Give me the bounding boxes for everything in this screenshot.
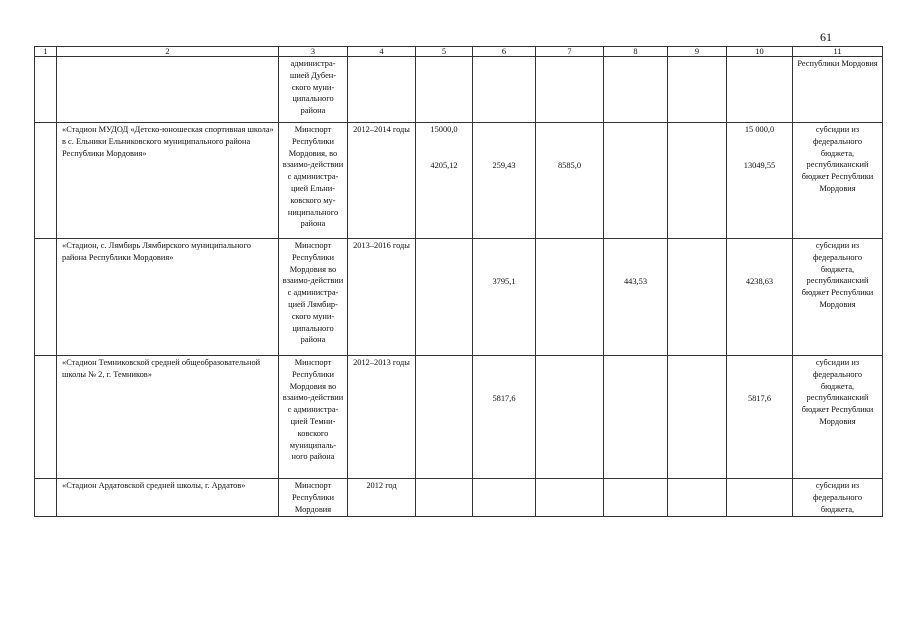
col-header-1: 1 <box>35 47 57 57</box>
cell-col9 <box>668 239 727 356</box>
cell-period <box>348 57 416 123</box>
table-row <box>35 356 883 479</box>
cell-gap <box>730 136 789 160</box>
cell-col10-value: 13049,55 <box>743 160 776 170</box>
cell-col5 <box>416 479 473 517</box>
cell-gap <box>539 124 600 160</box>
col-header-10: 10 <box>727 47 793 57</box>
cell-object-name: «Стадион МУДОД «Детско-юношеская спортивная школа» в с. Ельники Ельниковского муниципального района Республики Мордовия» <box>57 123 279 239</box>
cell-gap <box>607 240 664 276</box>
cell-col10-total: 15 000,0 <box>744 125 775 134</box>
cell-col9 <box>668 356 727 479</box>
cell-col6 <box>473 356 536 479</box>
cell-index <box>35 479 57 517</box>
cell-col9 <box>668 123 727 239</box>
cell-executor: Минспорт Республики Мордовия, во взаимо-действии с администра-цией Ельни-ковского му-ниципального района <box>279 123 348 239</box>
cell-col10 <box>727 479 793 517</box>
cell-col6 <box>473 239 536 356</box>
cell-col8 <box>604 479 668 517</box>
cell-index <box>35 356 57 479</box>
cell-source: субсидии из федерального бюджета, республиканский бюджет Республики Мордовия <box>793 239 883 356</box>
cell-gap <box>476 240 532 276</box>
col-header-2: 2 <box>57 47 279 57</box>
cell-col5 <box>416 356 473 479</box>
cell-col7 <box>536 57 604 123</box>
cell-col9 <box>668 57 727 123</box>
cell-col10 <box>727 239 793 356</box>
col-header-3: 3 <box>279 47 348 57</box>
cell-object-name: «Стадион, с. Лямбирь Лямбирского муниципального района Республики Мордовия» <box>57 239 279 356</box>
cell-index <box>35 57 57 123</box>
cell-source: субсидии из федерального бюджета, республиканский бюджет Республики Мордовия <box>793 123 883 239</box>
cell-col7 <box>536 479 604 517</box>
cell-col10 <box>727 123 793 239</box>
col-header-11: 11 <box>793 47 883 57</box>
col-header-6: 6 <box>473 47 536 57</box>
cell-col5 <box>416 57 473 123</box>
cell-source: субсидии из федерального бюджета, <box>793 479 883 517</box>
cell-executor: администра-шией Дубен-ского муни-ципального района <box>279 57 348 123</box>
cell-gap <box>476 357 532 393</box>
cell-col7 <box>536 356 604 479</box>
cell-col7 <box>536 239 604 356</box>
cell-gap <box>730 240 789 276</box>
cell-col5 <box>416 239 473 356</box>
cell-period: 2012 год <box>348 479 416 517</box>
cell-period: 2013–2016 годы <box>348 239 416 356</box>
cell-col10 <box>727 356 793 479</box>
cell-index <box>35 123 57 239</box>
cell-col10 <box>727 57 793 123</box>
page-number: 61 <box>820 30 832 44</box>
cell-col5-value: 4205,12 <box>430 160 458 170</box>
cell-executor: Минспорт Республики Мордовия во взаимо-действии с администра-цией Лямбир-ского муни-ципального района <box>279 239 348 356</box>
table-row <box>35 479 883 517</box>
cell-gap <box>730 357 789 393</box>
cell-col6-value: 259,43 <box>492 161 516 170</box>
cell-object-name: «Стадион Темниковской средней общеобразовательной школы № 2, г. Темников» <box>57 356 279 479</box>
cell-col6 <box>473 479 536 517</box>
cell-source: Республики Мордовия <box>793 57 883 123</box>
cell-col8 <box>604 123 668 239</box>
cell-col5-total: 15000,0 <box>430 125 458 134</box>
cell-col6 <box>473 123 536 239</box>
cell-period: 2012–2014 годы <box>348 123 416 239</box>
cell-col5 <box>416 123 473 239</box>
cell-col8-value: 443,53 <box>623 277 648 286</box>
col-header-7: 7 <box>536 47 604 57</box>
cell-executor: Минспорт Республики Мордовия <box>279 479 348 517</box>
cell-col8 <box>604 239 668 356</box>
cell-object-name <box>57 57 279 123</box>
table-row <box>35 57 883 123</box>
cell-index <box>35 239 57 356</box>
col-header-5: 5 <box>416 47 473 57</box>
cell-col6-value: 5817,6 <box>492 394 516 403</box>
cell-col7-value: 8585,0 <box>557 161 582 170</box>
col-header-4: 4 <box>348 47 416 57</box>
cell-col6 <box>473 57 536 123</box>
cell-source: субсидии из федерального бюджета, республиканский бюджет Республики Мордовия <box>793 356 883 479</box>
header-row <box>35 47 883 57</box>
cell-gap <box>476 124 532 160</box>
cell-col8 <box>604 57 668 123</box>
cell-gap <box>419 136 469 160</box>
col-header-8: 8 <box>604 47 668 57</box>
cell-executor: Минспорт Республики Мордовия во взаимо-действии с администра-цией Темни-ковского муниципаль-ного района <box>279 356 348 479</box>
table-row <box>35 123 883 239</box>
cell-col10-value: 4238,63 <box>745 277 774 286</box>
col-header-9: 9 <box>668 47 727 57</box>
cell-col7 <box>536 123 604 239</box>
cell-object-name: «Стадион Ардатовской средней школы, г. Ардатов» <box>57 479 279 517</box>
program-table <box>34 46 883 517</box>
cell-col10-value: 5817,6 <box>747 394 772 403</box>
cell-col8 <box>604 356 668 479</box>
cell-col6-value: 3795,1 <box>492 277 516 286</box>
cell-period: 2012–2013 годы <box>348 356 416 479</box>
cell-col9 <box>668 479 727 517</box>
table-row <box>35 239 883 356</box>
